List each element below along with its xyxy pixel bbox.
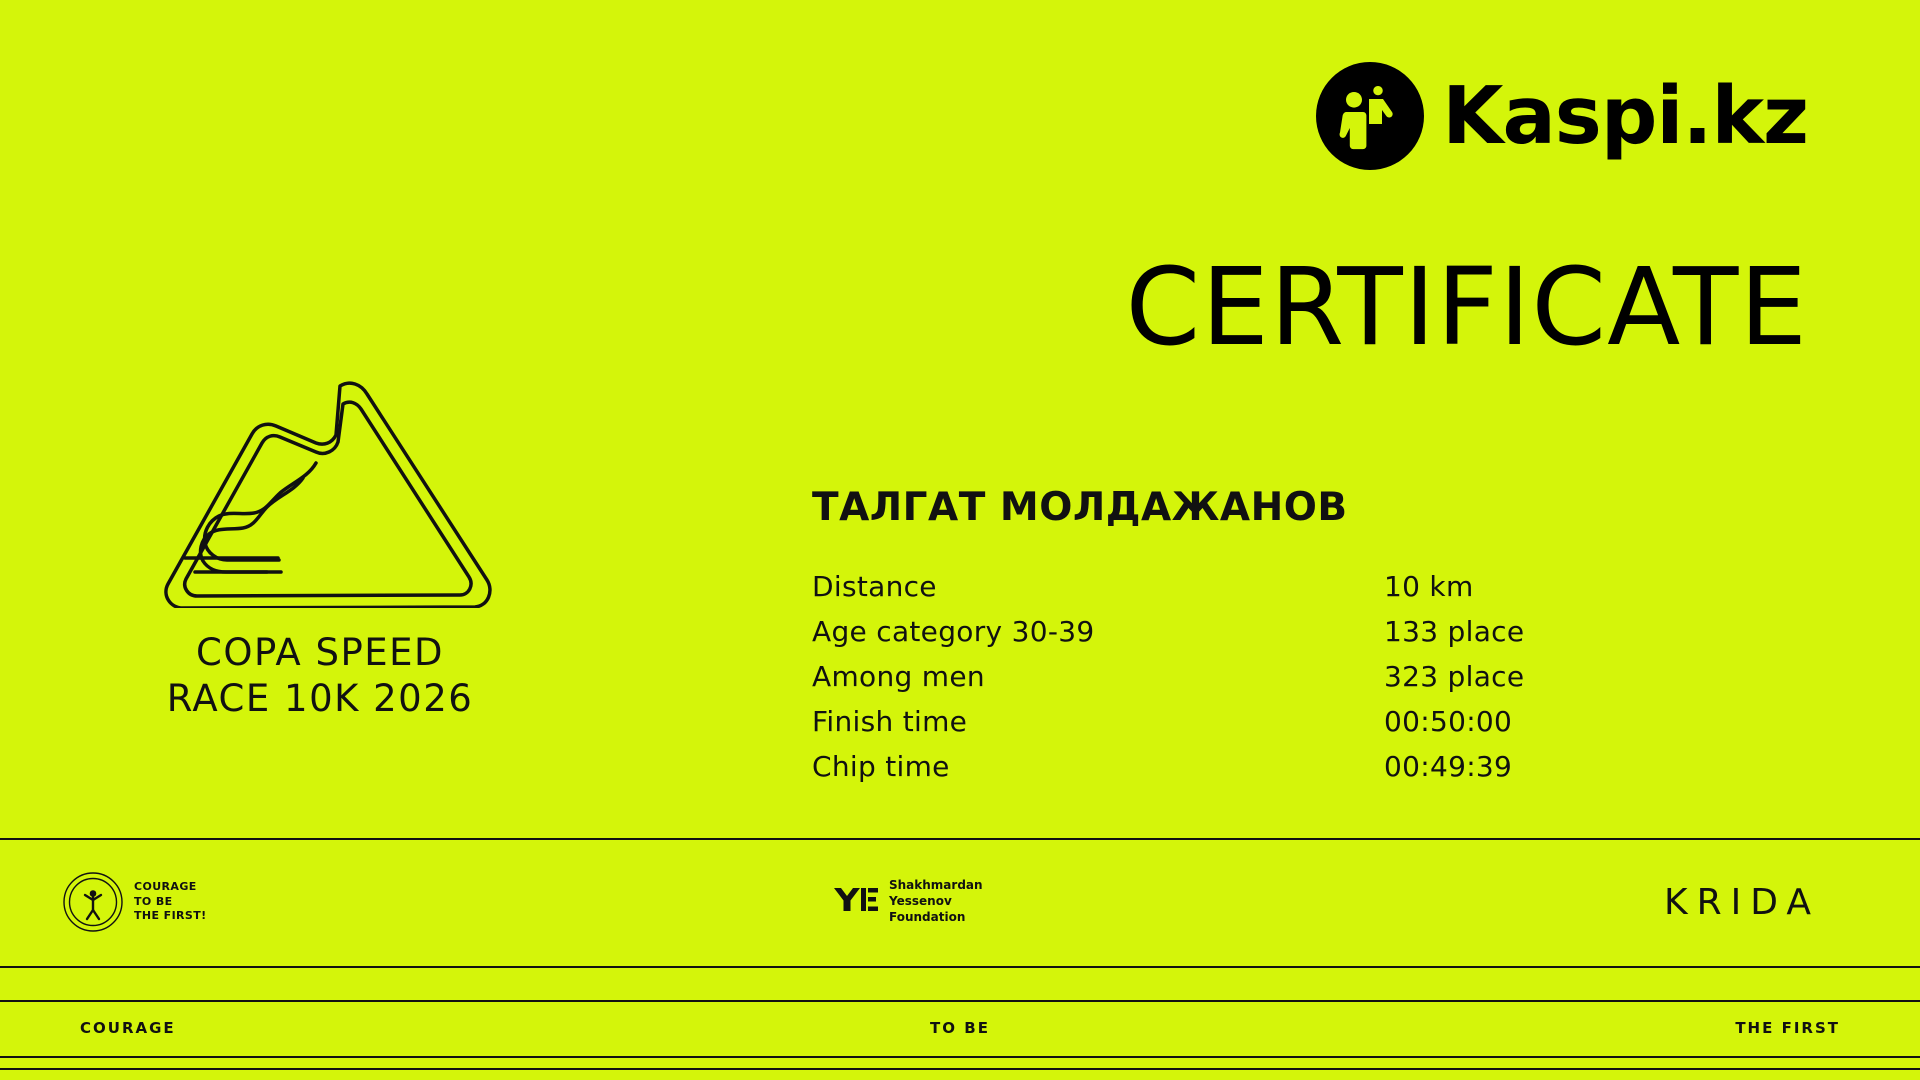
result-label: Distance: [812, 570, 937, 603]
result-value: 10 km: [1384, 570, 1474, 603]
result-value: 323 place: [1384, 660, 1525, 693]
cf-line-1: COURAGE: [134, 880, 197, 894]
partners-row: [0, 838, 1920, 966]
divider: [0, 1056, 1920, 1058]
race-name-line-2: RACE 10K 2026: [166, 677, 474, 721]
result-label: Among men: [812, 660, 985, 693]
result-value: 00:49:39: [1384, 750, 1513, 783]
table-row: [812, 570, 1592, 603]
table-row: [812, 615, 1592, 648]
page-title: CERTIFICATE: [1125, 246, 1808, 370]
yessenov-foundation-text: [889, 878, 983, 926]
kaspi-logo: [1316, 62, 1808, 170]
result-value: 00:50:00: [1384, 705, 1513, 738]
divider: [0, 966, 1920, 968]
sye-line-1: Shakhmardan: [889, 878, 983, 893]
cf-line-3: THE FIRST!: [134, 909, 207, 923]
strip-text-left: COURAGE: [80, 1019, 176, 1037]
sye-line-2: Yessenov: [889, 894, 952, 909]
strip-text-right: THE FIRST: [1735, 1019, 1840, 1037]
kaspi-person-circle-icon: [1316, 62, 1424, 170]
corporate-fund-person-icon: [62, 871, 124, 933]
result-value: 133 place: [1384, 615, 1525, 648]
strip-text-center: TO BE: [930, 1019, 990, 1037]
result-label: Age category 30-39: [812, 615, 1095, 648]
cf-line-2: TO BE: [134, 894, 173, 908]
divider: [0, 1068, 1920, 1070]
kaspi-wordmark: Kaspi.kz: [1442, 69, 1808, 162]
sye-line-3: Foundation: [889, 909, 966, 924]
partner-krida: KRIDA: [1664, 881, 1820, 923]
race-track-outline-icon: [100, 378, 540, 608]
table-row: [812, 705, 1592, 738]
race-block: [100, 378, 540, 723]
result-label: Finish time: [812, 705, 968, 738]
result-label: Chip time: [812, 750, 950, 783]
table-row: [812, 660, 1592, 693]
bottom-strip: [0, 1000, 1920, 1056]
partner-corporate-fund: [62, 871, 207, 933]
race-name-line-1: COPA SPEED: [195, 631, 445, 674]
partner-yessenov-foundation: [832, 878, 983, 926]
athlete-name: ТАЛГАТ МОЛДАЖАНОВ: [812, 485, 1348, 530]
yessenov-foundation-mark-icon: [832, 884, 880, 919]
corporate-fund-text: [134, 880, 207, 924]
table-row: [812, 750, 1592, 783]
race-name: [100, 630, 540, 723]
results-table: [812, 570, 1592, 795]
